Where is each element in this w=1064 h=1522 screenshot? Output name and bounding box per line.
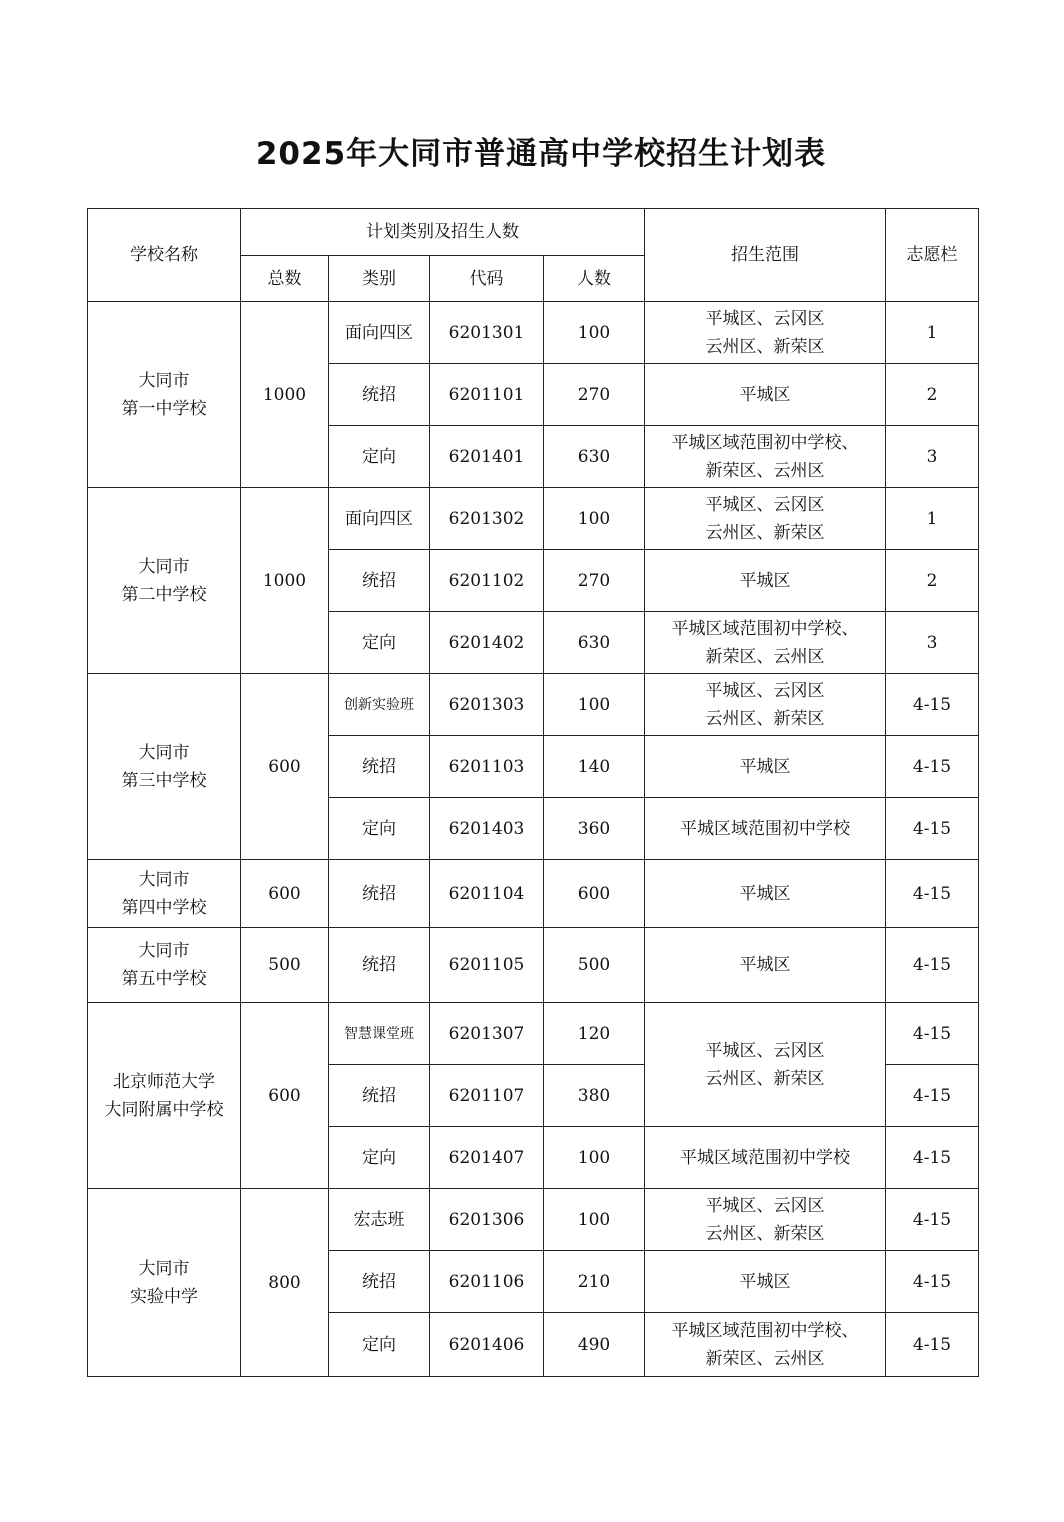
type-cell: 统招: [329, 736, 430, 798]
range-cell: 平城区: [645, 928, 886, 1003]
school-total-cell: 1000: [241, 488, 329, 674]
count-cell: 210: [544, 1251, 645, 1313]
range-cell: 平城区域范围初中学校、 新荣区、云州区: [645, 612, 886, 674]
type-cell: 定向: [329, 1127, 430, 1189]
range-cell: 平城区: [645, 860, 886, 928]
school-name-cell: 大同市 第一中学校: [88, 302, 241, 488]
type-cell: 智慧课堂班: [329, 1003, 430, 1065]
count-cell: 120: [544, 1003, 645, 1065]
type-cell: 统招: [329, 364, 430, 426]
header-plan: 计划类别及招生人数: [241, 209, 645, 256]
code-cell: 6201106: [430, 1251, 544, 1313]
count-cell: 100: [544, 302, 645, 364]
table-row: [88, 860, 979, 928]
school-name-cell: 大同市 第四中学校: [88, 860, 241, 928]
school-total-cell: 500: [241, 928, 329, 1003]
type-cell: 统招: [329, 550, 430, 612]
header-range: 招生范围: [645, 209, 886, 302]
range-cell: 平城区域范围初中学校: [645, 798, 886, 860]
choice-cell: 4-15: [886, 1313, 979, 1377]
header-choice: 志愿栏: [886, 209, 979, 302]
choice-cell: 2: [886, 550, 979, 612]
count-cell: 100: [544, 674, 645, 736]
choice-cell: 4-15: [886, 1127, 979, 1189]
type-cell: 创新实验班: [329, 674, 430, 736]
choice-cell: 1: [886, 302, 979, 364]
school-total-cell: 800: [241, 1189, 329, 1377]
type-cell: 统招: [329, 928, 430, 1003]
range-cell: 平城区: [645, 1251, 886, 1313]
type-cell: 统招: [329, 1251, 430, 1313]
code-cell: 6201402: [430, 612, 544, 674]
code-cell: 6201403: [430, 798, 544, 860]
code-cell: 6201406: [430, 1313, 544, 1377]
school-total-cell: 600: [241, 860, 329, 928]
school-total-cell: 1000: [241, 302, 329, 488]
type-cell: 面向四区: [329, 488, 430, 550]
type-cell: 定向: [329, 798, 430, 860]
table-row: [88, 488, 979, 550]
choice-cell: 4-15: [886, 1189, 979, 1251]
code-cell: 6201104: [430, 860, 544, 928]
range-cell: 平城区: [645, 364, 886, 426]
count-cell: 630: [544, 426, 645, 488]
school-name-cell: 大同市 第二中学校: [88, 488, 241, 674]
range-cell: 平城区、云冈区 云州区、新荣区: [645, 1003, 886, 1127]
count-cell: 100: [544, 488, 645, 550]
choice-cell: 4-15: [886, 1065, 979, 1127]
type-cell: 宏志班: [329, 1189, 430, 1251]
code-cell: 6201101: [430, 364, 544, 426]
page-title: 2025年大同市普通高中学校招生计划表: [255, 136, 827, 172]
range-cell: 平城区、云冈区 云州区、新荣区: [645, 1189, 886, 1251]
count-cell: 380: [544, 1065, 645, 1127]
table-row: [88, 1189, 979, 1251]
code-cell: 6201301: [430, 302, 544, 364]
count-cell: 100: [544, 1127, 645, 1189]
school-total-cell: 600: [241, 1003, 329, 1189]
count-cell: 490: [544, 1313, 645, 1377]
choice-cell: 4-15: [886, 1003, 979, 1065]
enrollment-plan-table: [87, 208, 979, 1377]
code-cell: 6201302: [430, 488, 544, 550]
type-cell: 定向: [329, 1313, 430, 1377]
choice-cell: 3: [886, 612, 979, 674]
table-row: [88, 1003, 979, 1065]
count-cell: 270: [544, 364, 645, 426]
choice-cell: 4-15: [886, 798, 979, 860]
code-cell: 6201401: [430, 426, 544, 488]
count-cell: 100: [544, 1189, 645, 1251]
choice-cell: 3: [886, 426, 979, 488]
table-row: [88, 674, 979, 736]
table-row: [88, 302, 979, 364]
header-total: 总数: [241, 256, 329, 302]
code-cell: 6201103: [430, 736, 544, 798]
range-cell: 平城区域范围初中学校: [645, 1127, 886, 1189]
code-cell: 6201303: [430, 674, 544, 736]
code-cell: 6201102: [430, 550, 544, 612]
school-total-cell: 600: [241, 674, 329, 860]
count-cell: 360: [544, 798, 645, 860]
school-name-cell: 大同市 第三中学校: [88, 674, 241, 860]
range-cell: 平城区: [645, 736, 886, 798]
count-cell: 600: [544, 860, 645, 928]
count-cell: 270: [544, 550, 645, 612]
header-code: 代码: [430, 256, 544, 302]
choice-cell: 1: [886, 488, 979, 550]
code-cell: 6201307: [430, 1003, 544, 1065]
type-cell: 统招: [329, 860, 430, 928]
count-cell: 500: [544, 928, 645, 1003]
header-school: 学校名称: [88, 209, 241, 302]
choice-cell: 4-15: [886, 860, 979, 928]
count-cell: 140: [544, 736, 645, 798]
range-cell: 平城区、云冈区 云州区、新荣区: [645, 674, 886, 736]
choice-cell: 4-15: [886, 674, 979, 736]
header-type: 类别: [329, 256, 430, 302]
table-row: [88, 928, 979, 1003]
code-cell: 6201407: [430, 1127, 544, 1189]
range-cell: 平城区域范围初中学校、 新荣区、云州区: [645, 426, 886, 488]
header-count: 人数: [544, 256, 645, 302]
type-cell: 统招: [329, 1065, 430, 1127]
code-cell: 6201105: [430, 928, 544, 1003]
count-cell: 630: [544, 612, 645, 674]
type-cell: 定向: [329, 612, 430, 674]
type-cell: 面向四区: [329, 302, 430, 364]
school-name-cell: 北京师范大学 大同附属中学校: [88, 1003, 241, 1189]
school-name-cell: 大同市 实验中学: [88, 1189, 241, 1377]
range-cell: 平城区、云冈区 云州区、新荣区: [645, 302, 886, 364]
choice-cell: 4-15: [886, 1251, 979, 1313]
school-name-cell: 大同市 第五中学校: [88, 928, 241, 1003]
choice-cell: 2: [886, 364, 979, 426]
code-cell: 6201306: [430, 1189, 544, 1251]
range-cell: 平城区、云冈区 云州区、新荣区: [645, 488, 886, 550]
code-cell: 6201107: [430, 1065, 544, 1127]
choice-cell: 4-15: [886, 736, 979, 798]
range-cell: 平城区: [645, 550, 886, 612]
type-cell: 定向: [329, 426, 430, 488]
choice-cell: 4-15: [886, 928, 979, 1003]
range-cell: 平城区域范围初中学校、 新荣区、云州区: [645, 1313, 886, 1377]
